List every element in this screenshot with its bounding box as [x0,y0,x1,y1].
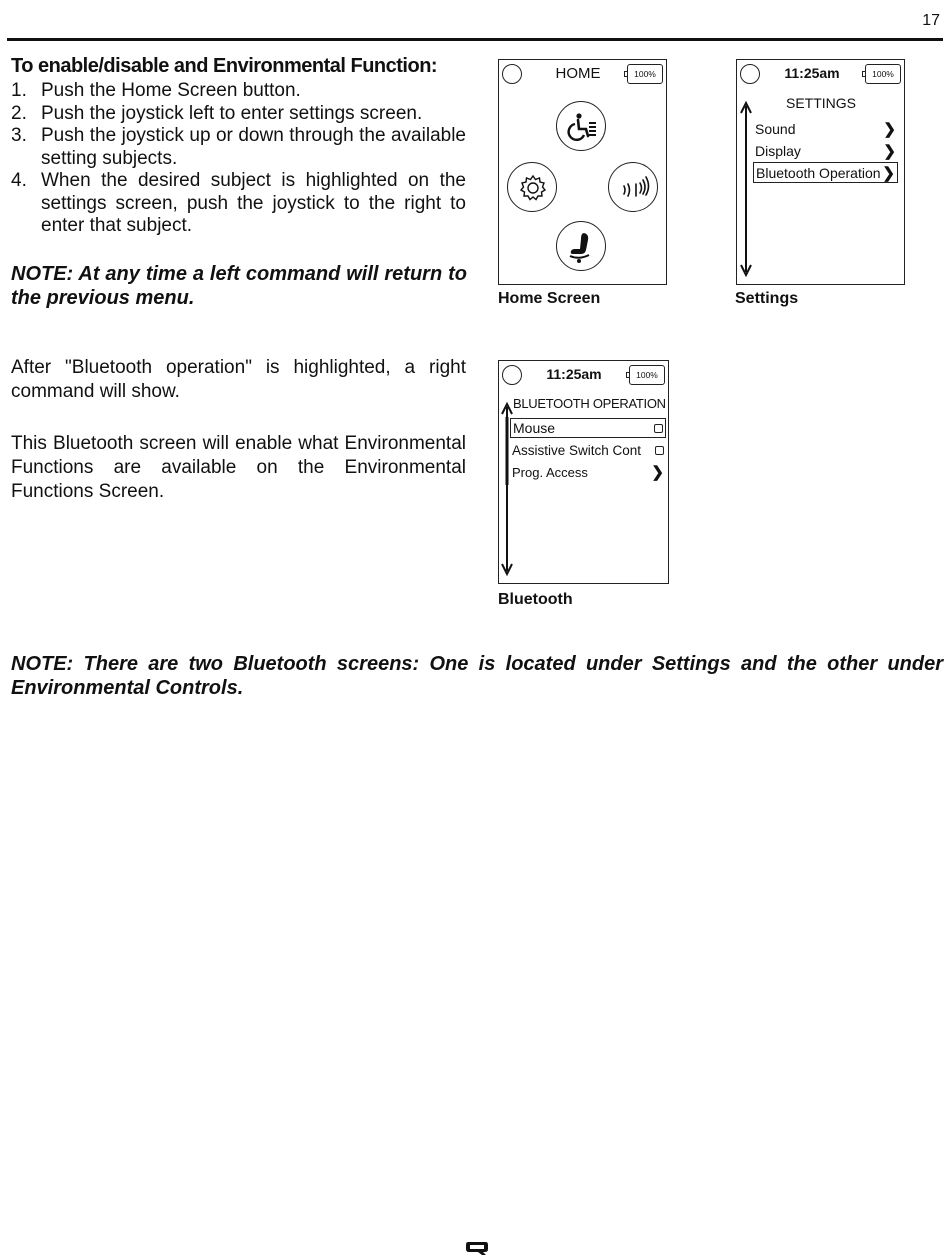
wheelchair-seating-icon [556,101,606,151]
bluetooth-item-label: Prog. Access [512,464,588,480]
bluetooth-item-mouse[interactable] [510,418,666,438]
step-text: Push the joystick left to enter settings screen. [41,102,423,124]
bluetooth-item-label: Mouse [513,420,556,436]
seat-icon [556,221,606,271]
wireless-signal-icon [608,162,658,212]
settings-item-bluetooth-operation[interactable] [753,162,898,183]
checkbox-icon[interactable] [654,424,663,433]
bluetooth-item-label: Assistive Switch Cont [512,442,642,458]
step-number: 4. [11,170,27,191]
bluetooth-screen-figure [498,360,669,584]
page-number: 17 [922,12,940,29]
step-text: Push the Home Screen button. [41,80,301,101]
home-screen-figure [498,59,667,285]
paragraph-bluetooth-screen: This Bluetooth screen will enable what Environmental Functions are available on the Environmental Functions Screen. [11,433,466,502]
header-rule [7,38,943,41]
settings-gear-icon [507,162,557,212]
step-number: 2. [11,102,27,124]
note-two-bluetooth-screens: NOTE: There are two Bluetooth screens: One is located under Settings and the other under Environmental Controls. [11,653,943,699]
paragraph-bluetooth-highlight: After "Bluetooth operation" is highlighted, a right command will show. [11,357,466,402]
step-number: 1. [11,80,27,101]
settings-item-label: Display [755,143,801,159]
home-screen-title: HOME [555,65,601,82]
settings-item-label: Sound [755,121,796,137]
home-screen-caption: Home Screen [498,290,601,307]
bluetooth-item-prog-access[interactable] [510,462,666,482]
brand-logo-icon [465,1240,489,1256]
section-heading: To enable/disable and Environmental Function: [11,55,438,77]
settings-item-display[interactable] [753,141,898,161]
battery-icon: 100% [629,365,665,385]
settings-item-sound[interactable] [753,119,898,139]
bluetooth-title: BLUETOOTH OPERATION [513,396,666,411]
step-number: 3. [11,125,27,146]
step-item [11,125,466,170]
bluetooth-caption: Bluetooth [498,591,573,608]
chevron-right-icon: ❯ [651,464,664,481]
chevron-right-icon: ❯ [883,121,896,138]
settings-title: SETTINGS [785,95,856,111]
scroll-arrow-icon [740,100,752,278]
note-left-command: NOTE: At any time a left command will return to the previous menu. [11,263,467,309]
chevron-right-icon: ❯ [882,164,895,182]
steps-list [11,80,466,238]
bluetooth-time: 11:25am [546,366,602,382]
chevron-right-icon: ❯ [883,143,896,160]
step-item [11,103,466,126]
bluetooth-item-assistive-switch[interactable] [510,440,666,460]
step-text: When the desired subject is highlighted on the settings screen, push the joystick to the right to enter that subject. [41,170,466,236]
battery-icon: 100% [865,64,901,84]
step-item [11,80,466,103]
settings-caption: Settings [735,290,799,307]
checkbox-icon[interactable] [655,446,664,455]
battery-icon: 100% [627,64,663,84]
step-text: Push the joystick up or down through the available setting subjects. [41,125,466,169]
step-item [11,170,466,238]
settings-time: 11:25am [784,65,840,81]
settings-screen-figure [736,59,905,285]
settings-item-label: Bluetooth Operation [756,164,881,181]
